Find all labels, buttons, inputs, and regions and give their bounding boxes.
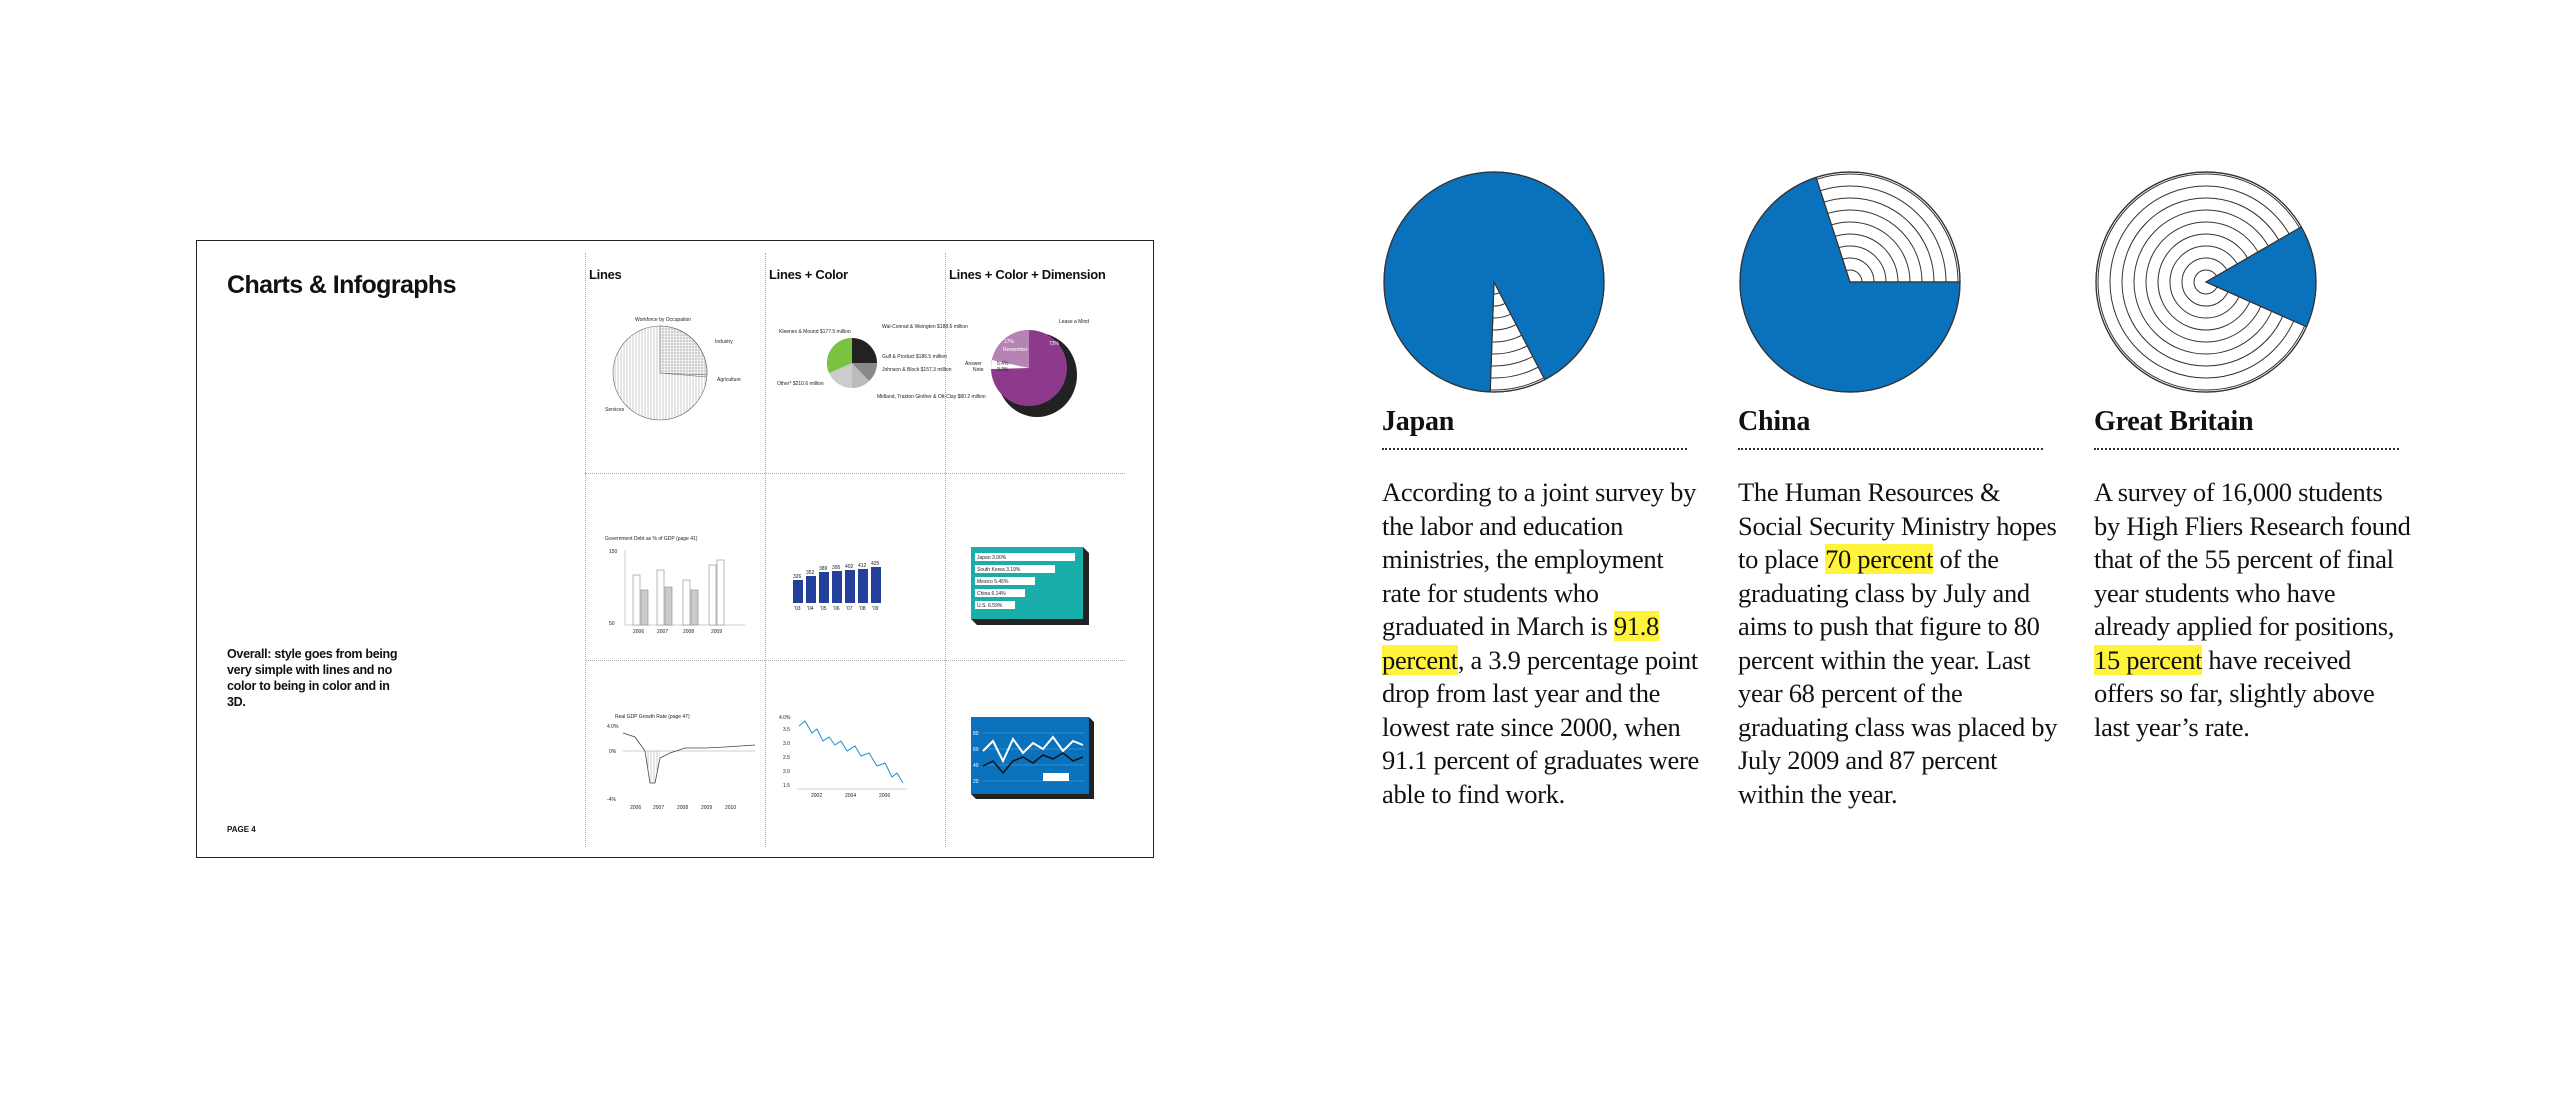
svg-text:Note: Note xyxy=(973,367,984,373)
svg-text:South Korea 3.19%: South Korea 3.19% xyxy=(977,567,1021,573)
svg-text:'08: '08 xyxy=(859,606,866,612)
svg-text:'04: '04 xyxy=(807,606,814,612)
story-great-britain xyxy=(2094,170,2411,742)
svg-text:Midland, Traxton Ginther & Ott: Midland, Traxton Ginther & Ott-Clay $80.2 million xyxy=(877,394,986,400)
svg-text:Agriculture: Agriculture xyxy=(717,377,741,383)
story-text: According to a joint survey by the labor and education ministries, the employment rate for students who graduated in March is 91.8 percent, a 3.9 percentage point drop from last year and the lowest rate since 2000, when 91.1 percent of graduates were able to find work. xyxy=(1382,477,1699,809)
svg-text:2009: 2009 xyxy=(711,629,723,635)
svg-text:Johnson & Block $157.3 million: Johnson & Block $157.3 million xyxy=(882,367,952,373)
svg-text:'09: '09 xyxy=(872,606,879,612)
svg-text:50: 50 xyxy=(609,621,615,627)
svg-text:Mexico 5.45%: Mexico 5.45% xyxy=(977,579,1009,585)
story-text: The Human Resources & Social Security Ministry hopes to place 70 percent of the graduating class by July and aims to push that figure to 80 percent within the year. Last year 68 percent of the graduating class was placed by July 2009 and 87 percent within the year. xyxy=(1738,477,2058,809)
svg-text:60: 60 xyxy=(973,747,979,753)
page-title: Charts & Infographs xyxy=(227,271,456,299)
dotted-divider xyxy=(1738,448,2043,450)
svg-text:Gulf & Product $186.5 million: Gulf & Product $186.5 million xyxy=(882,354,947,360)
column-header-lines-color-dimension: Lines + Color + Dimension xyxy=(949,267,1106,282)
svg-text:Wal-Conrad & Weingten $188.6 m: Wal-Conrad & Weingten $188.6 million xyxy=(882,324,968,330)
svg-text:China 6.14%: China 6.14% xyxy=(977,591,1006,597)
svg-text:412: 412 xyxy=(858,563,867,569)
svg-text:73%: 73% xyxy=(1049,341,1060,347)
svg-text:Answer: Answer xyxy=(965,361,982,367)
svg-text:Workforce by Occupation: Workforce by Occupation xyxy=(635,317,692,323)
pie-chart-great-britain xyxy=(2094,170,2318,394)
svg-text:17%: 17% xyxy=(1004,339,1015,345)
pie-chart-japan xyxy=(1382,170,1606,394)
svg-text:2007: 2007 xyxy=(653,805,665,811)
svg-text:395: 395 xyxy=(832,565,841,571)
story-title: Japan xyxy=(1382,406,1455,437)
svg-text:150: 150 xyxy=(609,549,618,555)
svg-text:40: 40 xyxy=(973,763,979,769)
svg-text:2006: 2006 xyxy=(630,805,642,811)
svg-text:2008: 2008 xyxy=(677,805,689,811)
svg-text:Japan 3.00%: Japan 3.00% xyxy=(977,555,1007,561)
svg-text:402: 402 xyxy=(845,564,854,570)
svg-text:Industry: Industry xyxy=(715,339,733,345)
highlight-value: 15 percent xyxy=(2094,644,2203,675)
svg-text:2009: 2009 xyxy=(701,805,713,811)
svg-text:2007: 2007 xyxy=(657,629,669,635)
dotted-divider xyxy=(2094,448,2399,450)
thumb-line-pie xyxy=(605,313,755,423)
svg-text:5.4%: 5.4% xyxy=(997,361,1009,367)
thumb-3d-pie xyxy=(959,313,1119,423)
svg-text:3.0: 3.0 xyxy=(783,741,790,747)
style-note: Overall: style goes from being very simple with lines and no color to being in color and in 3D. xyxy=(227,647,398,709)
story-japan xyxy=(1382,170,1699,809)
thumb-3d-bars xyxy=(961,535,1111,625)
thumb-color-bars xyxy=(783,543,933,623)
svg-text:Lease a Mind: Lease a Mind xyxy=(1059,319,1090,325)
svg-text:'05: '05 xyxy=(820,606,827,612)
story-text: A survey of 16,000 students by High Fliers Research found that of the 55 percent of final year students who have already applied for positions, 15 percent have received offers so far, slightly above last year’s rate. xyxy=(2094,477,2411,742)
thumb-line-bars xyxy=(605,535,755,635)
svg-text:2010: 2010 xyxy=(725,805,737,811)
svg-text:U.S. 6.59%: U.S. 6.59% xyxy=(977,603,1003,609)
svg-text:Remember: Remember xyxy=(1003,347,1028,353)
svg-text:-4%: -4% xyxy=(607,797,616,803)
column-header-lines: Lines xyxy=(589,267,622,282)
svg-text:Kleenex & Mound $177.5 million: Kleenex & Mound $177.5 million xyxy=(779,329,851,335)
thumb-3d-line xyxy=(961,711,1111,801)
svg-text:2004: 2004 xyxy=(845,793,857,799)
svg-text:Services: Services xyxy=(605,407,625,413)
page-thumbnail xyxy=(196,240,1154,858)
svg-text:80: 80 xyxy=(973,731,979,737)
page-number: PAGE 4 xyxy=(227,825,256,834)
svg-text:0%: 0% xyxy=(609,749,617,755)
svg-text:2006: 2006 xyxy=(879,793,891,799)
highlight-value: 70 percent xyxy=(1825,544,1934,574)
svg-text:4.0%: 4.0% xyxy=(607,724,619,730)
svg-text:2006: 2006 xyxy=(633,629,645,635)
thumb-color-line xyxy=(777,711,927,801)
svg-text:352: 352 xyxy=(806,570,815,576)
svg-text:Other* $210.6 million: Other* $210.6 million xyxy=(777,381,824,387)
svg-text:2002: 2002 xyxy=(811,793,823,799)
svg-text:20: 20 xyxy=(973,779,979,785)
svg-text:'06: '06 xyxy=(833,606,840,612)
svg-text:3.5: 3.5 xyxy=(783,727,790,733)
svg-text:2008: 2008 xyxy=(683,629,695,635)
svg-text:3.3%: 3.3% xyxy=(997,367,1009,373)
dotted-divider xyxy=(1382,448,1687,450)
svg-text:326: 326 xyxy=(793,574,802,580)
svg-text:1.5: 1.5 xyxy=(783,783,790,789)
thumb-line-graph xyxy=(605,713,755,813)
pie-chart-china xyxy=(1738,170,1962,394)
story-china xyxy=(1738,170,2058,809)
highlight-value: 91.8 percent xyxy=(1382,611,1660,675)
svg-text:2.5: 2.5 xyxy=(783,755,790,761)
thumbnail-grid xyxy=(585,253,1125,847)
svg-text:'03: '03 xyxy=(794,606,801,612)
svg-text:Government Debt as % of GDP (p: Government Debt as % of GDP (page 41) xyxy=(605,536,698,542)
svg-text:389: 389 xyxy=(819,566,828,572)
svg-text:'07: '07 xyxy=(846,606,853,612)
svg-text:425: 425 xyxy=(871,561,880,567)
svg-text:2.0: 2.0 xyxy=(783,769,790,775)
column-header-lines-color: Lines + Color xyxy=(769,267,848,282)
svg-text:Real GDP Growth Rate (page 47): Real GDP Growth Rate (page 47) xyxy=(615,714,690,720)
svg-text:4.0%: 4.0% xyxy=(779,715,791,721)
story-title: Great Britain xyxy=(2094,406,2254,437)
story-title: China xyxy=(1738,406,1811,437)
